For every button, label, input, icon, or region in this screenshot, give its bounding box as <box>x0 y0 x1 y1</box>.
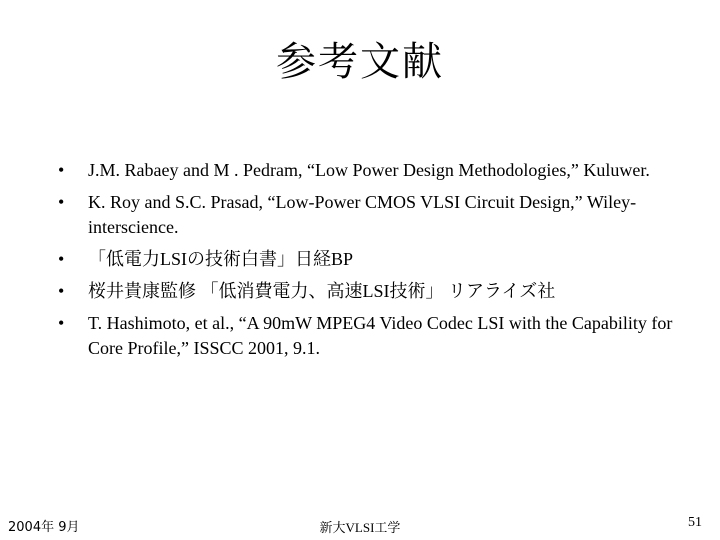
reference-text: T. Hashimoto, et al., “A 90mW MPEG4 Video Codec LSI with the Capability for Core Profile,” ISSCC 2001, 9.1. <box>88 313 673 358</box>
reference-item <box>58 311 678 361</box>
bullet-icon: • <box>58 313 65 333</box>
reference-item <box>58 279 678 304</box>
bullet-icon: • <box>58 281 65 301</box>
footer-course-name: 新大VLSI工学 <box>319 520 401 535</box>
reference-item <box>58 247 678 272</box>
reference-text: J.M. Rabaey and M . Pedram, “Low Power Design Methodologies,” Kuluwer. <box>88 160 650 180</box>
reference-text: K. Roy and S.C. Prasad, “Low-Power CMOS VLSI Circuit Design,” Wiley-interscience. <box>88 192 637 237</box>
footer-date: 2004年 9月 <box>8 520 80 535</box>
reference-item <box>58 190 678 240</box>
bullet-icon: • <box>58 192 65 212</box>
reference-text: 「低電力LSIの技術白書」日経BP <box>88 249 354 269</box>
bullet-icon: • <box>58 160 65 180</box>
reference-list <box>58 158 678 368</box>
bullet-icon: • <box>58 249 65 269</box>
reference-text: 桜井貴康監修 「低消費電力、高速LSI技術」 リアライズ社 <box>88 281 556 301</box>
reference-item <box>58 158 678 183</box>
slide-title: 参考文献 <box>276 39 444 85</box>
page-number: 51 <box>688 515 702 530</box>
